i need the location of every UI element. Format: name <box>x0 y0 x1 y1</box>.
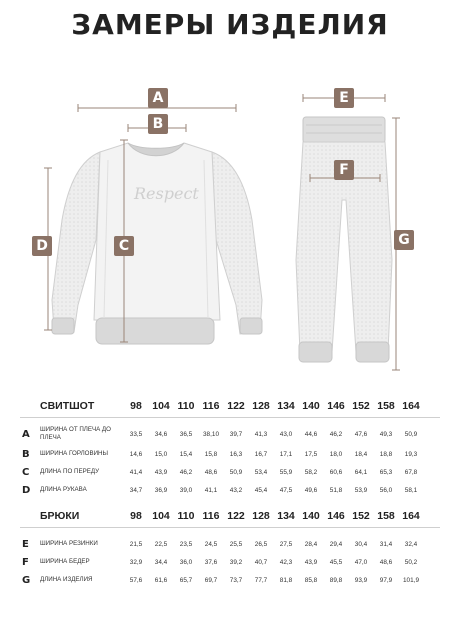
sweatshirt-print-text: Respect <box>134 184 199 203</box>
row-label: ДЛИНА ПО ПЕРЕДУ <box>40 468 100 475</box>
table-cell: 93,9 <box>354 577 368 584</box>
table-cell: 21,5 <box>129 541 143 548</box>
table-cell: 40,7 <box>254 559 268 566</box>
table-cell: 34,7 <box>129 487 143 494</box>
table-cell: 32,4 <box>404 541 418 548</box>
size-header: 134 <box>277 400 295 412</box>
table-cell: 26,5 <box>254 541 268 548</box>
table-cell: 65,3 <box>379 469 393 476</box>
table-cell: 39,7 <box>229 431 243 438</box>
row-label: ДЛИНА РУКАВА <box>40 486 87 493</box>
table-cell: 38,10 <box>203 431 219 438</box>
size-header: 158 <box>377 400 395 412</box>
table-cell: 58,1 <box>404 487 418 494</box>
size-header: 98 <box>130 510 142 522</box>
table-cell: 14,6 <box>129 451 143 458</box>
table-cell: 39,0 <box>179 487 193 494</box>
table-cell: 16,3 <box>229 451 243 458</box>
badge-b: B <box>148 114 168 134</box>
table-cell: 39,2 <box>229 559 243 566</box>
size-header: 104 <box>152 400 170 412</box>
table-cell: 60,6 <box>329 469 343 476</box>
table-cell: 45,4 <box>254 487 268 494</box>
row-letter: A <box>22 429 30 440</box>
table-cell: 42,3 <box>279 559 293 566</box>
size-header: 98 <box>130 400 142 412</box>
table-cell: 44,6 <box>304 431 318 438</box>
table-cell: 36,5 <box>179 431 193 438</box>
table-cell: 29,4 <box>329 541 343 548</box>
table-cell: 47,6 <box>354 431 368 438</box>
size-header: 140 <box>302 400 320 412</box>
row-letter: G <box>22 575 31 586</box>
table-cell: 41,4 <box>129 469 143 476</box>
sweatshirt-drawing <box>44 104 262 344</box>
table-cell: 32,9 <box>129 559 143 566</box>
badge-d: D <box>32 236 52 256</box>
badge-a: A <box>148 88 168 108</box>
size-header: 152 <box>352 510 370 522</box>
table-cell: 97,9 <box>379 577 393 584</box>
table-cell: 53,9 <box>354 487 368 494</box>
table-cell: 77,7 <box>254 577 268 584</box>
table-cell: 34,6 <box>154 431 168 438</box>
table-cell: 30,4 <box>354 541 368 548</box>
size-header: 146 <box>327 510 345 522</box>
table-cell: 47,5 <box>279 487 293 494</box>
table-cell: 16,7 <box>254 451 268 458</box>
badge-c: C <box>114 236 134 256</box>
table-cell: 48,6 <box>379 559 393 566</box>
row-label: ШИРИНА РЕЗИНКИ <box>40 540 98 547</box>
table-cell: 43,0 <box>279 431 293 438</box>
table-cell: 37,6 <box>204 559 218 566</box>
size-header: 146 <box>327 400 345 412</box>
table-cell: 61,6 <box>154 577 168 584</box>
row-label: ШИРИНА ГОРЛОВИНЫ <box>40 450 108 457</box>
row-label: ДЛИНА ИЗДЕЛИЯ <box>40 576 93 583</box>
table-cell: 49,6 <box>304 487 318 494</box>
table-cell: 25,5 <box>229 541 243 548</box>
row-label: ШИРИНА ОТ ПЛЕЧА ДО ПЛЕЧА <box>40 426 111 441</box>
table-cell: 64,1 <box>354 469 368 476</box>
table-cell: 58,2 <box>304 469 318 476</box>
table-cell: 49,3 <box>379 431 393 438</box>
table-cell: 85,8 <box>304 577 318 584</box>
badge-g: G <box>394 230 414 250</box>
table-cell: 31,4 <box>379 541 393 548</box>
size-header: 152 <box>352 400 370 412</box>
row-letter: C <box>22 467 30 478</box>
table-cell: 28,4 <box>304 541 318 548</box>
page-title: ЗАМЕРЫ ИЗДЕЛИЯ <box>71 8 389 41</box>
table-cell: 18,8 <box>379 451 393 458</box>
table-cell: 41,1 <box>204 487 218 494</box>
table-cell: 53,4 <box>254 469 268 476</box>
row-letter: D <box>22 485 31 496</box>
size-header: 164 <box>402 400 420 412</box>
table-cell: 51,8 <box>329 487 343 494</box>
divider <box>20 417 440 418</box>
table-cell: 41,3 <box>254 431 268 438</box>
table-cell: 46,2 <box>179 469 193 476</box>
row-letter: E <box>22 539 29 550</box>
table-cell: 89,8 <box>329 577 343 584</box>
divider <box>20 527 440 528</box>
sweatshirt-header: СВИТШОТ <box>40 400 95 412</box>
size-header: 164 <box>402 510 420 522</box>
table-cell: 34,4 <box>154 559 168 566</box>
table-cell: 15,8 <box>204 451 218 458</box>
table-cell: 22,5 <box>154 541 168 548</box>
table-cell: 36,0 <box>179 559 193 566</box>
table-cell: 27,5 <box>279 541 293 548</box>
table-cell: 15,4 <box>179 451 193 458</box>
table-cell: 50,2 <box>404 559 418 566</box>
row-letter: F <box>22 557 29 568</box>
table-cell: 46,2 <box>329 431 343 438</box>
table-cell: 17,5 <box>304 451 318 458</box>
table-cell: 33,5 <box>129 431 143 438</box>
table-cell: 55,9 <box>279 469 293 476</box>
table-cell: 50,9 <box>229 469 243 476</box>
size-header: 122 <box>227 400 245 412</box>
table-cell: 43,9 <box>304 559 318 566</box>
size-header: 122 <box>227 510 245 522</box>
table-cell: 69,7 <box>204 577 218 584</box>
table-cell: 15,0 <box>154 451 168 458</box>
table-cell: 45,5 <box>329 559 343 566</box>
badge-f: F <box>334 160 354 180</box>
pants-header: БРЮКИ <box>40 510 80 522</box>
table-cell: 65,7 <box>179 577 193 584</box>
table-cell: 19,3 <box>404 451 418 458</box>
size-header: 128 <box>252 510 270 522</box>
row-letter: B <box>22 449 30 460</box>
table-cell: 101,9 <box>403 577 419 584</box>
pants-drawing <box>296 94 400 370</box>
size-header: 134 <box>277 510 295 522</box>
table-cell: 43,2 <box>229 487 243 494</box>
table-cell: 18,0 <box>329 451 343 458</box>
table-cell: 48,6 <box>204 469 218 476</box>
size-header: 140 <box>302 510 320 522</box>
size-header: 158 <box>377 510 395 522</box>
table-cell: 36,9 <box>154 487 168 494</box>
size-header: 110 <box>177 400 195 412</box>
table-cell: 24,5 <box>204 541 218 548</box>
size-header: 128 <box>252 400 270 412</box>
size-header: 104 <box>152 510 170 522</box>
badge-e: E <box>334 88 354 108</box>
table-cell: 50,9 <box>404 431 418 438</box>
table-cell: 18,4 <box>354 451 368 458</box>
table-cell: 17,1 <box>279 451 293 458</box>
size-header: 116 <box>202 400 220 412</box>
row-label: ШИРИНА БЕДЕР <box>40 558 90 565</box>
size-header: 110 <box>177 510 195 522</box>
table-cell: 47,0 <box>354 559 368 566</box>
table-cell: 73,7 <box>229 577 243 584</box>
table-cell: 23,5 <box>179 541 193 548</box>
table-cell: 56,0 <box>379 487 393 494</box>
table-cell: 57,6 <box>129 577 143 584</box>
table-cell: 67,8 <box>404 469 418 476</box>
table-cell: 81,8 <box>279 577 293 584</box>
table-cell: 43,9 <box>154 469 168 476</box>
size-header: 116 <box>202 510 220 522</box>
